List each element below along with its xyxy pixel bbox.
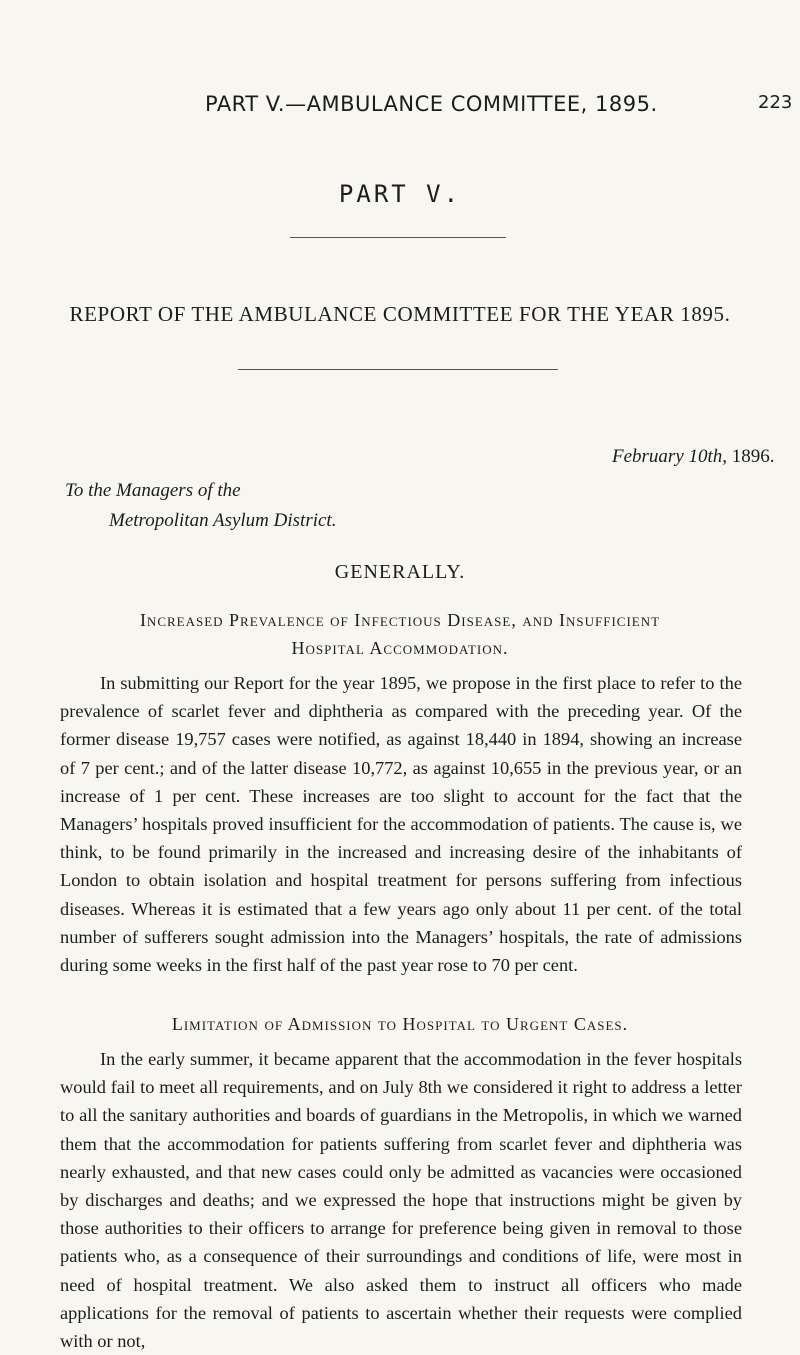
date-year: 1896. [731, 446, 775, 467]
divider-rule [290, 237, 506, 238]
heading-line: Hospital Accommodation. [291, 638, 509, 658]
subsection-heading-limitation: Limitation of Admission to Hospital to Urgent Cases. [171, 1014, 629, 1034]
section-heading-generally: GENERALLY. [334, 561, 466, 583]
page-number: 223 [758, 92, 793, 113]
date-day: February 10th, [612, 446, 728, 467]
addressee-line: Metropolitan Asylum District. [109, 510, 337, 531]
letter-date [612, 446, 775, 468]
report-title: REPORT OF THE AMBULANCE COMMITTEE FOR THE YEAR 1895. [69, 302, 731, 326]
divider-rule [238, 369, 558, 370]
addressee-line: To the Managers of the [65, 480, 241, 501]
subsection-heading-prevalence [70, 606, 730, 662]
part-title: PART V. [338, 180, 462, 208]
addressee [65, 476, 336, 536]
body-paragraph: In submitting our Report for the year 1895, we propose in the first place to refer to the prevalence of scarlet fever and diphtheria as compared with the preceding year. Of the former disease 19,757 cases were notified, as against 18,440 in 1894, showing an increase of 7 per cent.; and of the latter disease 10,772, as against 10,655 in the previous year, or an increase of 1 per cent. These increases are too slight to account for the fact that the Managers’ hospitals proved insufficient for the accommodation of patients. The cause is, we think, to be found primarily in the increased and increasing desire of the inhabitants of London to obtain isolation and hospital treatment for persons suffering from infectious diseases. Whereas it is estimated that a few years ago only about 11 per cent. of the total number of sufferers sought admission into the Managers’ hospitals, the rate of admissions during some weeks in the first half of the past year rose to 70 per cent. [60, 673, 742, 976]
heading-line: Increased Prevalence of Infectious Disease, and Insufficient [139, 610, 661, 630]
running-header: PART V.—AMBULANCE COMMITTEE, 1895. [205, 92, 658, 116]
body-paragraph: In the early summer, it became apparent that the accommodation in the fever hospitals would fail to meet all requirements, and on July 8th we considered it right to address a letter to all the sanitary authorities and boards of guardians in the Metropolis, in which we warned them that the accommodation for patients suffering from scarlet fever and diphtheria was nearly exhausted, and that new cases could only be admitted as vacancies were occasioned by discharges and deaths; and we expressed the hope that instructions might be given by those authorities to their officers to arrange for preference being given in removal to those patients who, as a consequence of their surroundings and conditions of life, were most in need of hospital treatment. We also asked them to instruct all officers who made applications for the removal of patients to ascertain whether their requests were complied with or not, [60, 1049, 742, 1352]
